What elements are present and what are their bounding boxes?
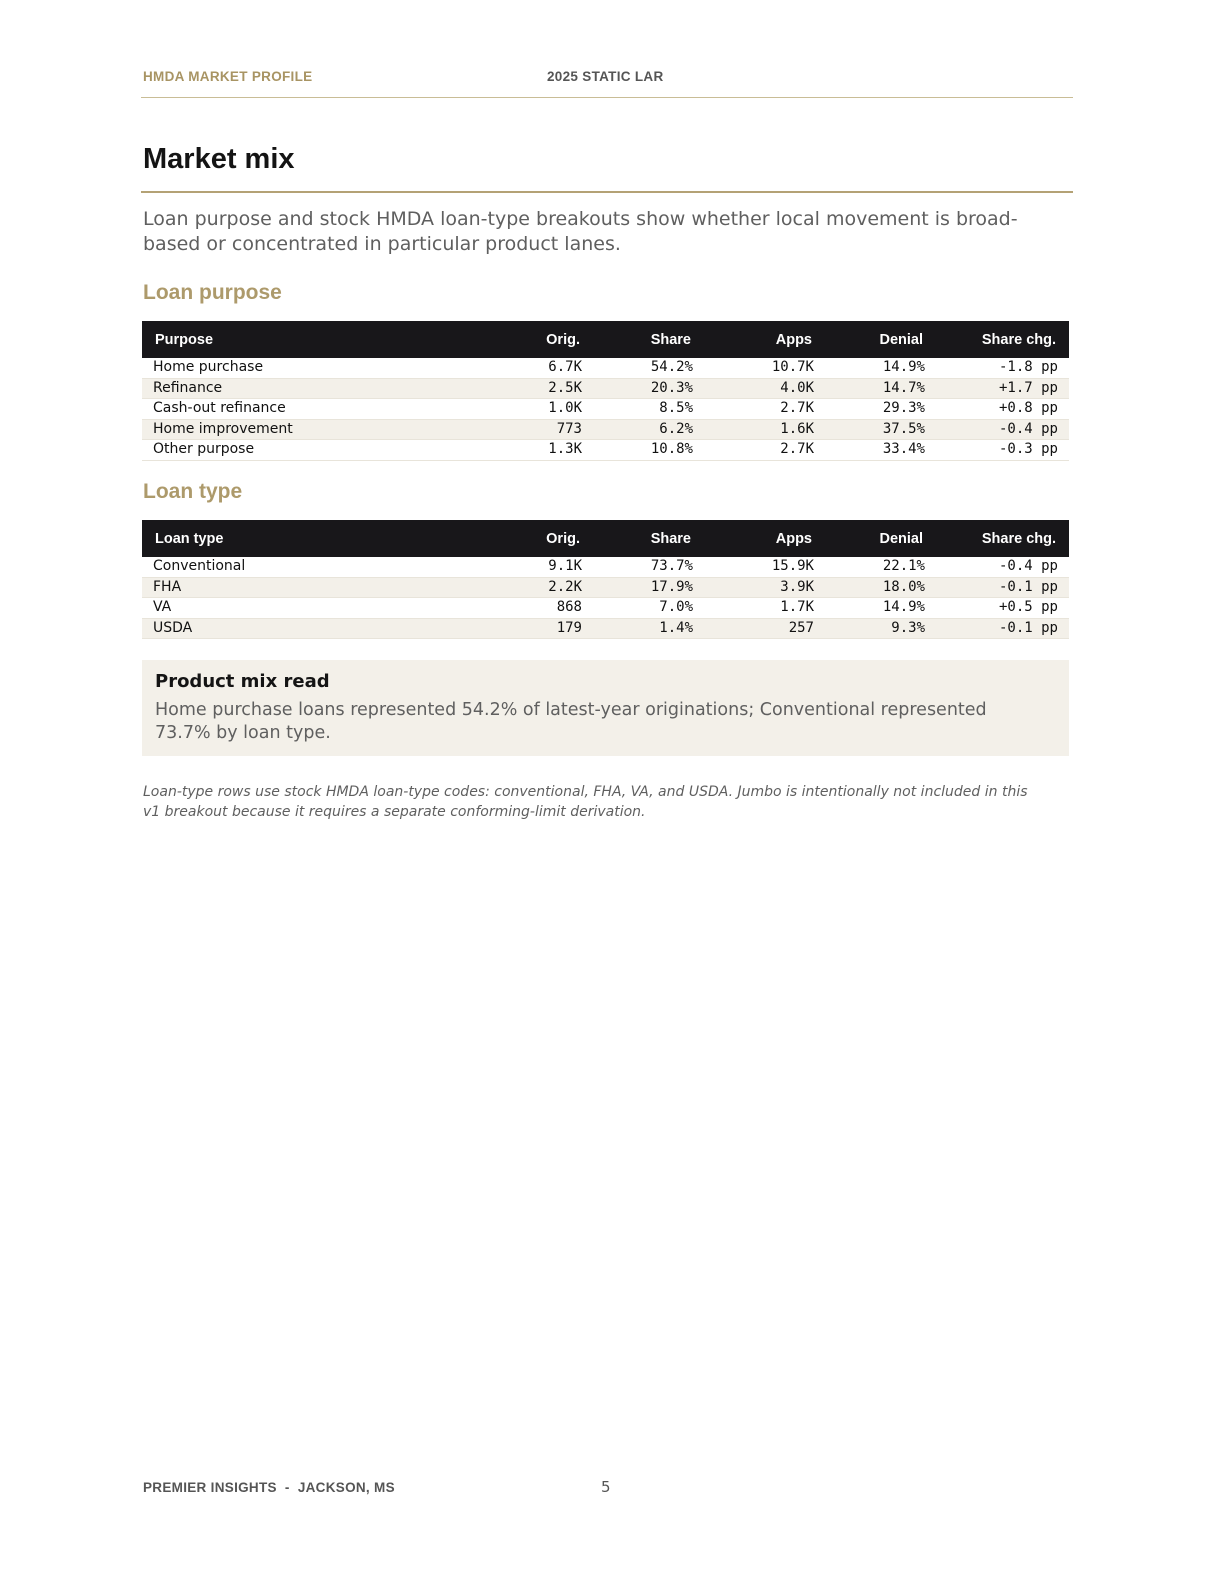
column-header: Apps (704, 321, 825, 358)
share-cell: 73.7% (593, 557, 704, 577)
dataset-label: 2025 STATIC LAR (547, 69, 664, 84)
column-header: Orig. (482, 520, 593, 557)
running-footer (141, 1480, 1073, 1500)
column-header: Denial (825, 321, 936, 358)
share-cell: 7.0% (593, 598, 704, 619)
table-row (142, 399, 1069, 420)
share-cell: 17.9% (593, 577, 704, 598)
row-label: Home improvement (142, 419, 482, 440)
column-header: Orig. (482, 321, 593, 358)
column-header: Apps (704, 520, 825, 557)
share-cell: 54.2% (593, 358, 704, 378)
column-header: Share (593, 321, 704, 358)
column-header: Share chg. (936, 321, 1069, 358)
loan-type-table (142, 520, 1069, 639)
table-row (142, 358, 1069, 378)
table-row (142, 577, 1069, 598)
originations-cell: 1.3K (482, 440, 593, 461)
originations-cell: 6.7K (482, 358, 593, 378)
row-label: USDA (142, 618, 482, 639)
applications-cell: 2.7K (704, 440, 825, 461)
applications-cell: 1.6K (704, 419, 825, 440)
column-header: Loan type (142, 520, 482, 557)
title-divider (141, 191, 1073, 193)
row-label: FHA (142, 577, 482, 598)
share-change-cell: +1.7 pp (936, 378, 1069, 399)
row-label: Cash-out refinance (142, 399, 482, 420)
report-series-label: HMDA MARKET PROFILE (143, 69, 313, 84)
table-row (142, 419, 1069, 440)
denial-rate-cell: 33.4% (825, 440, 936, 461)
share-change-cell: -0.4 pp (936, 557, 1069, 577)
intro-paragraph: Loan purpose and stock HMDA loan-type breakouts show whether local movement is broad-based or concentrated in particular product lanes. (143, 208, 1018, 255)
applications-cell: 257 (704, 618, 825, 639)
row-label: Refinance (142, 378, 482, 399)
loan-purpose-table (142, 321, 1069, 461)
applications-cell: 3.9K (704, 577, 825, 598)
applications-cell: 10.7K (704, 358, 825, 378)
applications-cell: 1.7K (704, 598, 825, 619)
table-row (142, 440, 1069, 461)
share-change-cell: -1.8 pp (936, 358, 1069, 378)
loan-purpose-heading: Loan purpose (143, 281, 282, 304)
table-header-row (142, 520, 1069, 557)
row-label: Home purchase (142, 358, 482, 378)
share-change-cell: -0.1 pp (936, 618, 1069, 639)
denial-rate-cell: 22.1% (825, 557, 936, 577)
originations-cell: 1.0K (482, 399, 593, 420)
row-label: Other purpose (142, 440, 482, 461)
product-mix-callout (142, 660, 1069, 756)
originations-cell: 2.2K (482, 577, 593, 598)
applications-cell: 2.7K (704, 399, 825, 420)
running-header (141, 69, 1073, 98)
table-header-row (142, 321, 1069, 358)
denial-rate-cell: 14.9% (825, 358, 936, 378)
callout-title: Product mix read (155, 671, 330, 692)
share-change-cell: +0.5 pp (936, 598, 1069, 619)
applications-cell: 15.9K (704, 557, 825, 577)
originations-cell: 179 (482, 618, 593, 639)
denial-rate-cell: 29.3% (825, 399, 936, 420)
share-change-cell: -0.4 pp (936, 419, 1069, 440)
column-header: Share chg. (936, 520, 1069, 557)
denial-rate-cell: 37.5% (825, 419, 936, 440)
footer-organization-label: PREMIER INSIGHTS - JACKSON, MS (143, 1480, 395, 1495)
denial-rate-cell: 14.9% (825, 598, 936, 619)
row-label: VA (142, 598, 482, 619)
originations-cell: 9.1K (482, 557, 593, 577)
share-change-cell: -0.3 pp (936, 440, 1069, 461)
share-cell: 6.2% (593, 419, 704, 440)
denial-rate-cell: 9.3% (825, 618, 936, 639)
originations-cell: 2.5K (482, 378, 593, 399)
page-title: Market mix (143, 143, 295, 175)
share-cell: 20.3% (593, 378, 704, 399)
row-label: Conventional (142, 557, 482, 577)
share-change-cell: +0.8 pp (936, 399, 1069, 420)
denial-rate-cell: 14.7% (825, 378, 936, 399)
column-header: Denial (825, 520, 936, 557)
table-row (142, 598, 1069, 619)
table-row (142, 618, 1069, 639)
page-number: 5 (601, 1478, 611, 1496)
column-header: Share (593, 520, 704, 557)
footnote: Loan-type rows use stock HMDA loan-type codes: conventional, FHA, VA, and USDA. Jumbo is intentionally not included in this v1 breakout because it requires a separate conforming-limit derivation. (143, 784, 1028, 820)
share-change-cell: -0.1 pp (936, 577, 1069, 598)
table-row (142, 378, 1069, 399)
share-cell: 8.5% (593, 399, 704, 420)
originations-cell: 868 (482, 598, 593, 619)
applications-cell: 4.0K (704, 378, 825, 399)
share-cell: 1.4% (593, 618, 704, 639)
column-header: Purpose (142, 321, 482, 358)
originations-cell: 773 (482, 419, 593, 440)
loan-type-heading: Loan type (143, 480, 243, 503)
denial-rate-cell: 18.0% (825, 577, 936, 598)
table-row (142, 557, 1069, 577)
callout-body: Home purchase loans represented 54.2% of latest-year originations; Conventional represented 73.7% by loan type. (155, 700, 987, 743)
share-cell: 10.8% (593, 440, 704, 461)
